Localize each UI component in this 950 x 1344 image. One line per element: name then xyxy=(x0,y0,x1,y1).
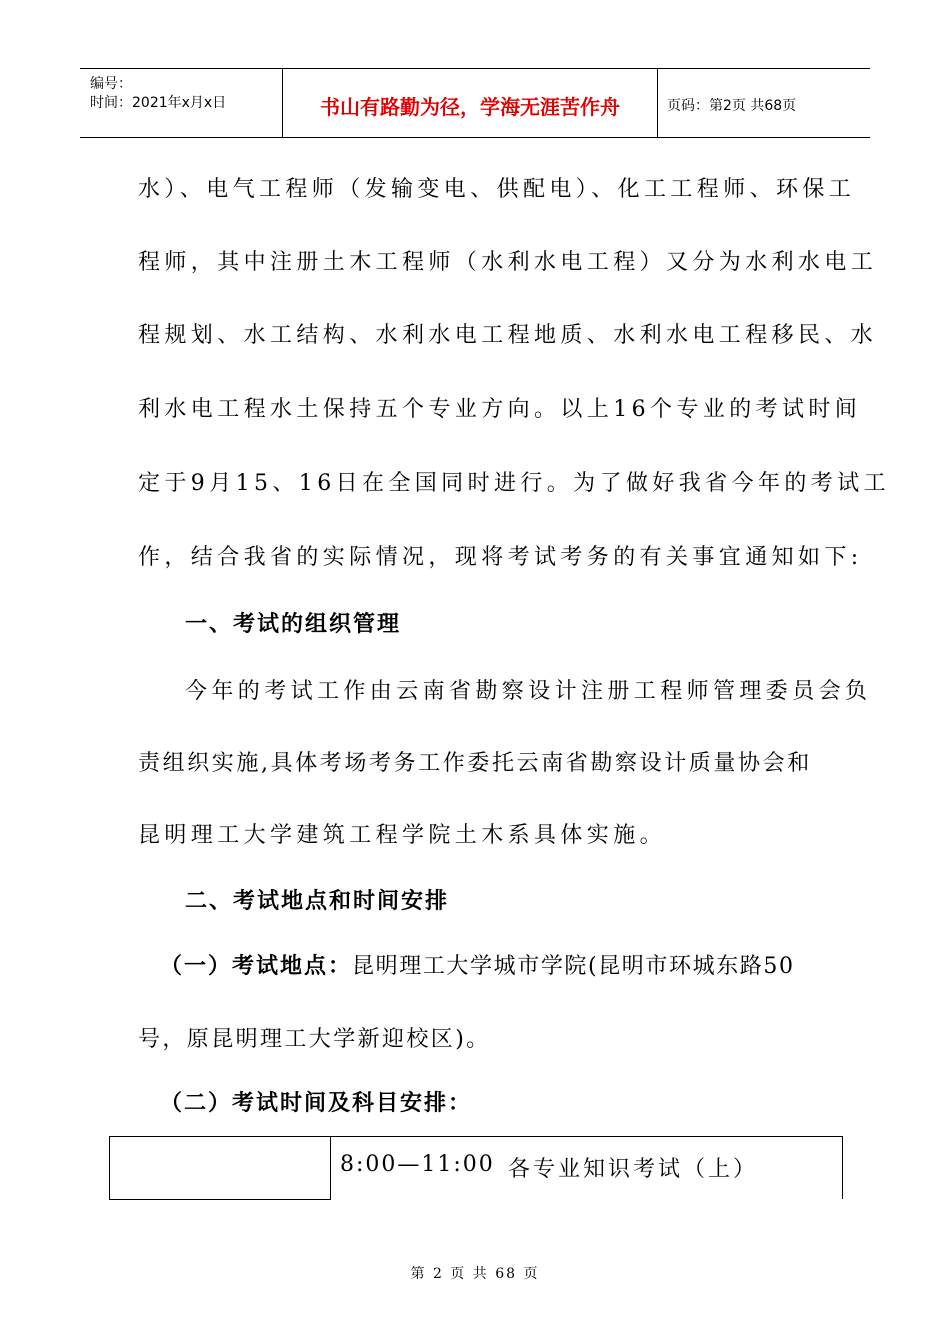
section-heading: 二、考试地点和时间安排 xyxy=(185,889,450,914)
header-motto-cell xyxy=(282,69,658,137)
body-line: 作，结合我省的实际情况，现将考试考务的有关事宜通知如下: xyxy=(138,545,863,570)
table-cell-border xyxy=(109,1199,330,1200)
table-subject-cell: 各专业知识考试（上） xyxy=(508,1157,759,1182)
body-line: 定于9月15、16日在全国同时进行。为了做好我省今年的考试工 xyxy=(138,471,890,496)
page-header xyxy=(80,68,870,138)
document-number: 编号： xyxy=(90,76,132,92)
document-date: 时间：2021年x月x日 xyxy=(90,95,227,111)
location-text: 昆明理工大学城市学院(昆明市环城东路50 xyxy=(352,954,795,979)
subsection-location xyxy=(160,949,795,980)
page-footer: 第 2 页 共 68 页 xyxy=(410,1266,540,1282)
table-divider xyxy=(330,1137,331,1200)
subsection-label: （二）考试时间及科目安排： xyxy=(160,1091,473,1116)
body-line: 程规划、水工结构、水利水电工程地质、水利水电工程移民、水 xyxy=(138,323,878,348)
section-heading: 一、考试的组织管理 xyxy=(185,612,402,637)
body-line: 水）、电气工程师（发输变电、供配电）、化工工程师、环保工 xyxy=(138,177,856,202)
schedule-table xyxy=(109,1136,843,1199)
subsection-label: （一）考试地点： xyxy=(160,954,353,979)
body-line: 责组织实施,具体考场考务工作委托云南省勘察设计质量协会和 xyxy=(138,751,812,776)
header-motto: 书山有路勤为径，学海无涯苦作舟 xyxy=(320,95,620,119)
body-line: 今年的考试工作由云南省勘察设计注册工程师管理委员会负 xyxy=(185,679,872,704)
header-page-cell xyxy=(657,69,870,137)
body-line: 号，原昆明理工大学新迎校区)。 xyxy=(138,1027,491,1052)
body-line: 程师，其中注册土木工程师（水利水电工程）又分为水利水电工 xyxy=(138,250,878,275)
body-line: 昆明理工大学建筑工程学院土木系具体实施。 xyxy=(138,823,667,848)
header-meta-cell xyxy=(80,69,282,137)
table-time-cell: 8:00—11:00 xyxy=(340,1152,495,1177)
header-page-number: 页码：第2页 共68页 xyxy=(667,98,797,114)
body-line: 利水电工程水土保持五个专业方向。以上16个专业的考试时间 xyxy=(138,397,862,422)
